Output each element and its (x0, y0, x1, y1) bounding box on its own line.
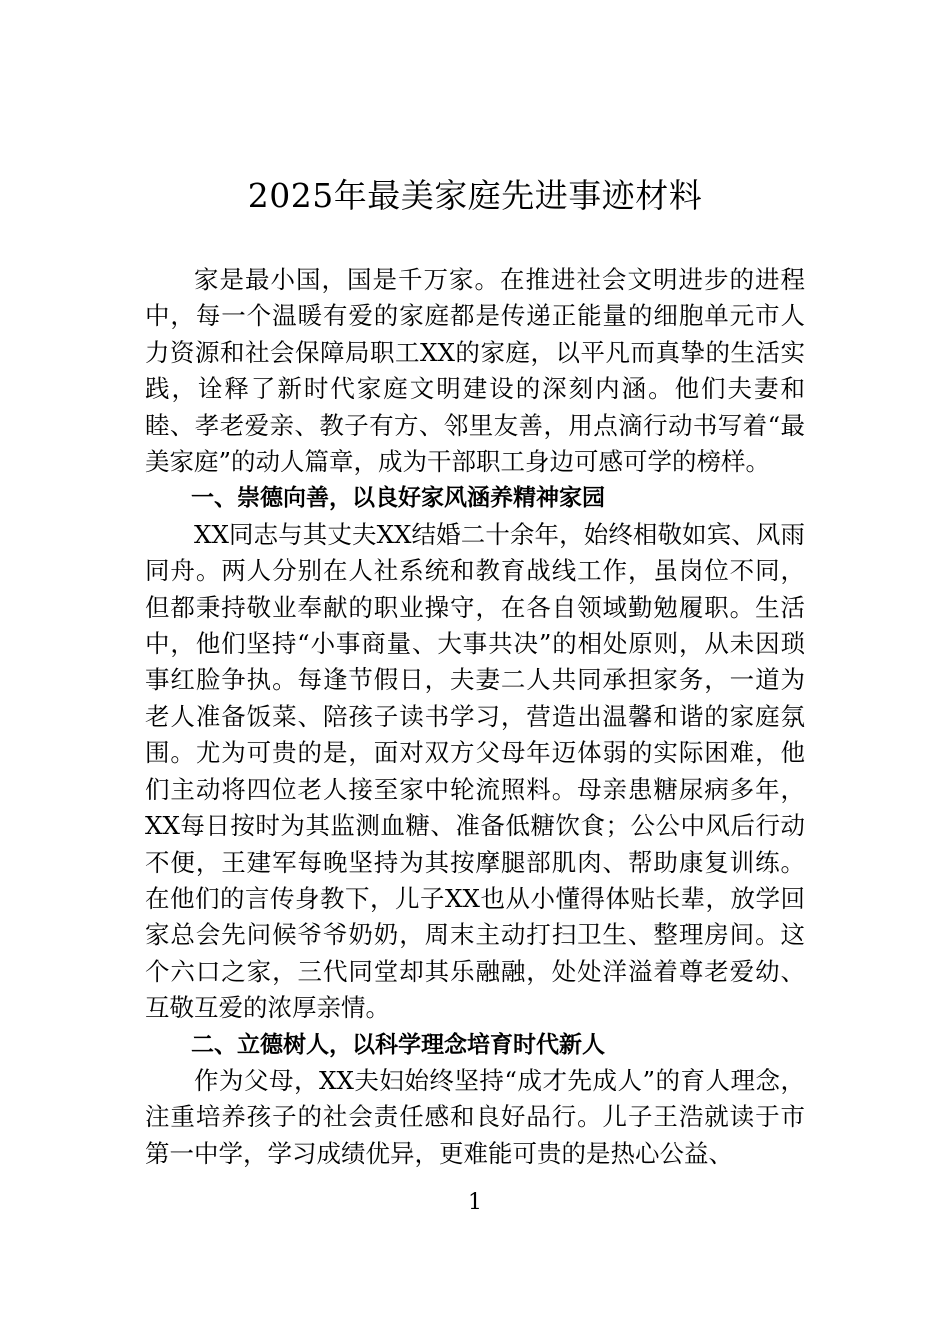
document-body (145, 262, 805, 1172)
section-heading-2: 二、立德树人，以科学理念培育时代新人 (191, 1031, 605, 1058)
section-heading-1: 一、崇德向善，以良好家风涵养精神家园 (191, 485, 605, 512)
section-1-paragraph: XX同志与其丈夫XX结婚二十余年，始终相敬如宾、风雨同舟。两人分别在人社系统和教育战线工作，虽岗位不同，但都秉持敬业奉献的职业操守，在各自领域勤勉履职。生活中，他们坚持“小事商量、大事共决”的相处原则，从未因琐事红脸争执。每逢节假日，夫妻二人共同承担家务，一道为老人准备饭菜、陪孩子读书学习，营造出温馨和谐的家庭氛围。尤为可贵的是，面对双方父母年迈体弱的实际困难，他们主动将四位老人接至家中轮流照料。母亲患糖尿病多年，XX每日按时为其监测血糖、准备低糖饮食；公公中风后行动不便，王建军每晚坚持为其按摩腿部肌肉、帮助康复训练。在他们的言传身教下，儿子XX也从小懂得体贴长辈，放学回家总会先问候爷爷奶奶，周末主动打扫卫生、整理房间。这个六口之家，三代同堂却其乐融融，处处洋溢着尊老爱幼、互敬互爱的浓厚亲情。 (145, 519, 805, 1023)
document-title: 2025年最美家庭先进事迹材料 (247, 176, 703, 215)
intro-paragraph: 家是最小国，国是千万家。在推进社会文明进步的进程中，每一个温暖有爱的家庭都是传递正能量的细胞单元市人力资源和社会保障局职工XX的家庭，以平凡而真挚的生活实践，诠释了新时代家庭文明建设的深刻内涵。他们夫妻和睦、孝老爱亲、教子有方、邻里友善，用点滴行动书写着“最美家庭”的动人篇章，成为干部职工身边可感可学的榜样。 (145, 265, 805, 477)
section-2-paragraph: 作为父母，XX夫妇始终坚持“成才先成人”的育人理念，注重培养孩子的社会责任感和良好品行。儿子王浩就读于市第一中学，学习成绩优异，更难能可贵的是热心公益、 (145, 1065, 805, 1168)
page-number: 1 (468, 1190, 482, 1215)
